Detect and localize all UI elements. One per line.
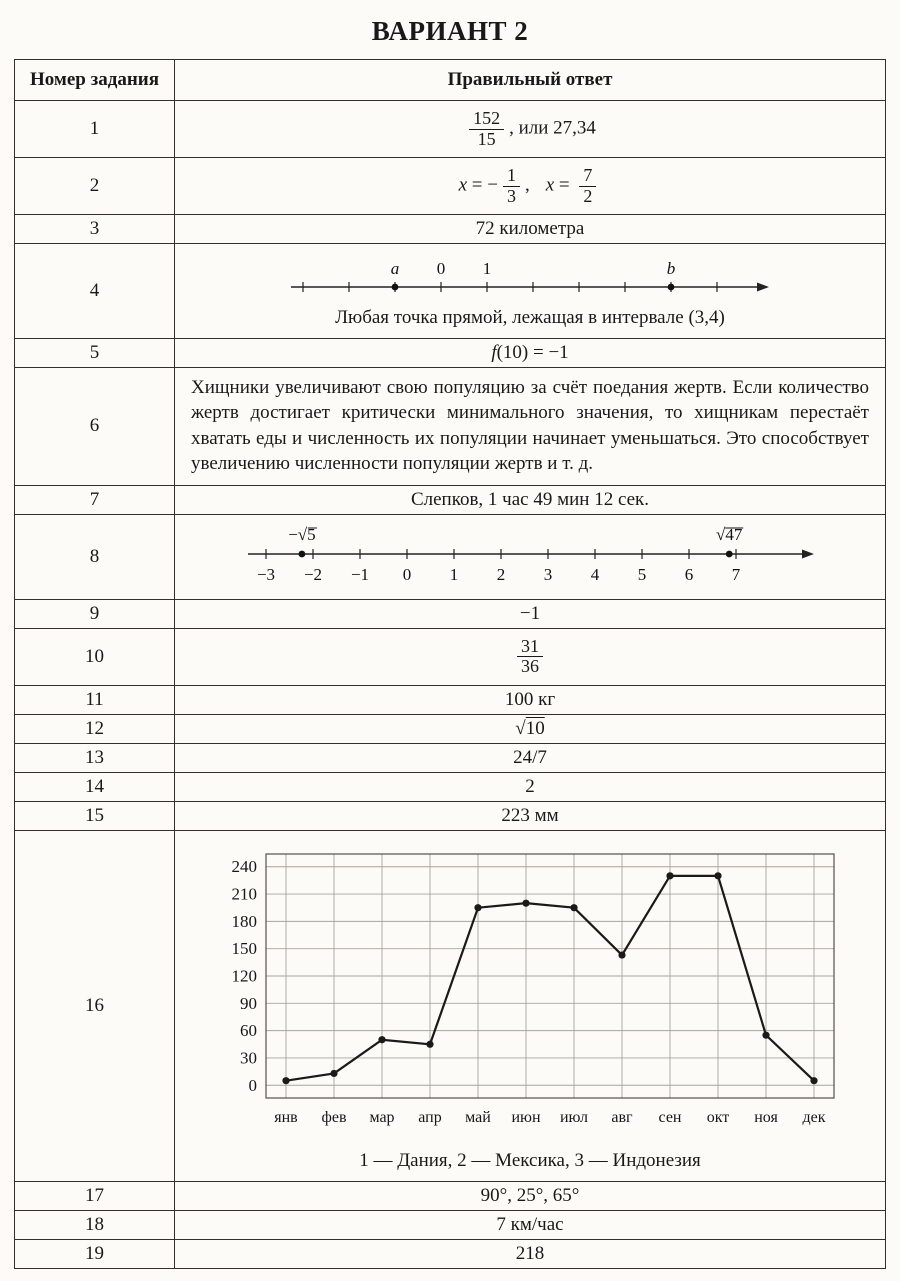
table-row-task-6: [15, 368, 886, 486]
table-row-task-18: [15, 1210, 886, 1239]
svg-text:7: 7: [731, 564, 741, 584]
task-number: 7: [15, 485, 175, 514]
svg-text:−1: −1: [350, 564, 370, 584]
svg-text:b: b: [666, 259, 676, 278]
svg-text:5: 5: [637, 564, 647, 584]
table-row-task-14: [15, 772, 886, 801]
equals-sign: =: [554, 174, 575, 196]
svg-text:сен: сен: [658, 1108, 682, 1126]
table-row-task-8: [15, 514, 886, 599]
fraction-denominator: 36: [521, 656, 539, 677]
fraction-numerator: 7: [579, 166, 596, 186]
answer-cell: 72 километра: [175, 215, 886, 244]
table-row-task-4: [15, 244, 886, 339]
answer-cell: −1: [175, 599, 886, 628]
task-number: 17: [15, 1181, 175, 1210]
task-number: 11: [15, 685, 175, 714]
answer-cell: 218: [175, 1239, 886, 1268]
task-number: 18: [15, 1210, 175, 1239]
svg-text:мар: мар: [369, 1108, 395, 1126]
fraction: [469, 109, 504, 149]
table-row-task-17: [15, 1181, 886, 1210]
svg-text:апр: апр: [418, 1108, 442, 1126]
answer-text: (10) = −1: [496, 342, 569, 363]
answers-table: [14, 59, 886, 1269]
radical-sign: √: [515, 717, 526, 739]
fraction-denominator: 3: [506, 185, 516, 206]
answer-cell: 223 мм: [175, 801, 886, 830]
table-row-task-11: [15, 685, 886, 714]
svg-text:√47: √47: [716, 524, 743, 544]
svg-text:ноя: ноя: [754, 1108, 778, 1126]
fraction-numerator: 1: [503, 166, 520, 186]
answer-cell: [175, 830, 886, 1181]
table-row-task-12: [15, 714, 886, 743]
answer-cell: [175, 244, 886, 339]
chart-caption: 1 — Дания, 2 — Мексика, 3 — Индонезия: [359, 1149, 701, 1171]
equals-sign: = −: [467, 174, 498, 196]
number-line-figure: [187, 518, 873, 596]
task-number: 8: [15, 514, 175, 599]
svg-text:0: 0: [248, 1075, 257, 1095]
table-row-task-16: [15, 830, 886, 1181]
svg-text:авг: авг: [611, 1108, 633, 1126]
table-row-task-10: [15, 628, 886, 685]
answer-cell: 2: [175, 772, 886, 801]
fraction-denominator: 2: [583, 185, 593, 206]
answer-cell: [175, 714, 886, 743]
svg-text:180: 180: [231, 911, 257, 931]
answer-cell: [175, 339, 886, 368]
svg-text:окт: окт: [706, 1108, 730, 1126]
answer-cell: [175, 158, 886, 215]
svg-text:фев: фев: [321, 1108, 347, 1126]
variable: x: [545, 174, 555, 196]
svg-text:3: 3: [543, 564, 553, 584]
svg-text:210: 210: [231, 884, 257, 904]
answer-cell: [175, 514, 886, 599]
fraction: [517, 637, 543, 677]
svg-text:июл: июл: [559, 1108, 589, 1126]
table-row-task-9: [15, 599, 886, 628]
table-row-task-7: [15, 485, 886, 514]
separator: ,: [524, 174, 530, 196]
svg-text:−3: −3: [256, 564, 276, 584]
answer-cell: Хищники увеличивают свою популяцию за счёт поедания жертв. Если количество жертв достигает критически минимального значения, то хищникам перестаёт хватать еды и численность их популяции начинает уменьшаться. Это способствует увеличению численности популяции жертв и т. д.: [175, 368, 886, 486]
task-number: 1: [15, 101, 175, 158]
table-row-task-2: [15, 158, 886, 215]
task-number: 13: [15, 743, 175, 772]
answer-cell: 100 кг: [175, 685, 886, 714]
svg-text:240: 240: [231, 857, 257, 877]
svg-text:−√5: −√5: [288, 524, 316, 544]
function-name: f: [491, 342, 497, 363]
task-number: 6: [15, 368, 175, 486]
task-number: 10: [15, 628, 175, 685]
svg-text:дек: дек: [802, 1108, 826, 1126]
chart-svg: [210, 842, 850, 1140]
svg-text:90: 90: [240, 993, 257, 1013]
table-header-row: [15, 60, 886, 101]
task-number: 9: [15, 599, 175, 628]
task-number: 4: [15, 244, 175, 339]
table-row-task-3: [15, 215, 886, 244]
table-row-task-19: [15, 1239, 886, 1268]
square-root: [515, 718, 544, 739]
svg-text:120: 120: [231, 966, 257, 986]
answer-text: , или 27,34: [509, 117, 596, 139]
fraction-numerator: 31: [517, 637, 543, 657]
number-line-figure: [187, 247, 873, 307]
svg-text:4: 4: [590, 564, 600, 584]
radicand: 10: [525, 717, 545, 739]
column-header-task-number: Номер задания: [15, 60, 175, 101]
column-header-correct-answer: Правильный ответ: [175, 60, 886, 101]
table-row-task-13: [15, 743, 886, 772]
answer-text: Любая точка прямой, лежащая в интервале (3,4): [335, 307, 725, 328]
svg-text:−2: −2: [303, 564, 323, 584]
answer-cell: 24/7: [175, 743, 886, 772]
svg-text:150: 150: [231, 938, 257, 958]
svg-text:1: 1: [482, 259, 492, 278]
task-number: 3: [15, 215, 175, 244]
svg-text:2: 2: [496, 564, 506, 584]
svg-text:1: 1: [449, 564, 459, 584]
answer-cell: [175, 628, 886, 685]
svg-text:6: 6: [684, 564, 694, 584]
task-number: 12: [15, 714, 175, 743]
svg-text:июн: июн: [511, 1108, 541, 1126]
svg-text:a: a: [390, 259, 400, 278]
fraction: [579, 166, 596, 206]
task-number: 5: [15, 339, 175, 368]
answer-cell: Слепков, 1 час 49 мин 12 сек.: [175, 485, 886, 514]
answer-cell: 90°, 25°, 65°: [175, 1181, 886, 1210]
page-title: ВАРИАНТ 2: [371, 16, 529, 46]
task-number: 15: [15, 801, 175, 830]
svg-text:0: 0: [402, 564, 412, 584]
answer-cell: [175, 101, 886, 158]
svg-text:май: май: [465, 1108, 491, 1126]
svg-text:30: 30: [240, 1048, 257, 1068]
task-number: 14: [15, 772, 175, 801]
task-number: 19: [15, 1239, 175, 1268]
monthly-line-chart: [187, 834, 873, 1140]
fraction-denominator: 15: [477, 128, 496, 149]
svg-text:0: 0: [436, 259, 446, 278]
task-number: 16: [15, 830, 175, 1181]
variable: x: [458, 174, 468, 196]
task-number: 2: [15, 158, 175, 215]
answer-cell: 7 км/час: [175, 1210, 886, 1239]
fraction-numerator: 152: [469, 109, 504, 129]
table-row-task-5: [15, 339, 886, 368]
svg-text:60: 60: [240, 1020, 257, 1040]
table-row-task-1: [15, 101, 886, 158]
fraction: [503, 166, 520, 206]
table-row-task-15: [15, 801, 886, 830]
svg-text:янв: янв: [274, 1108, 298, 1126]
